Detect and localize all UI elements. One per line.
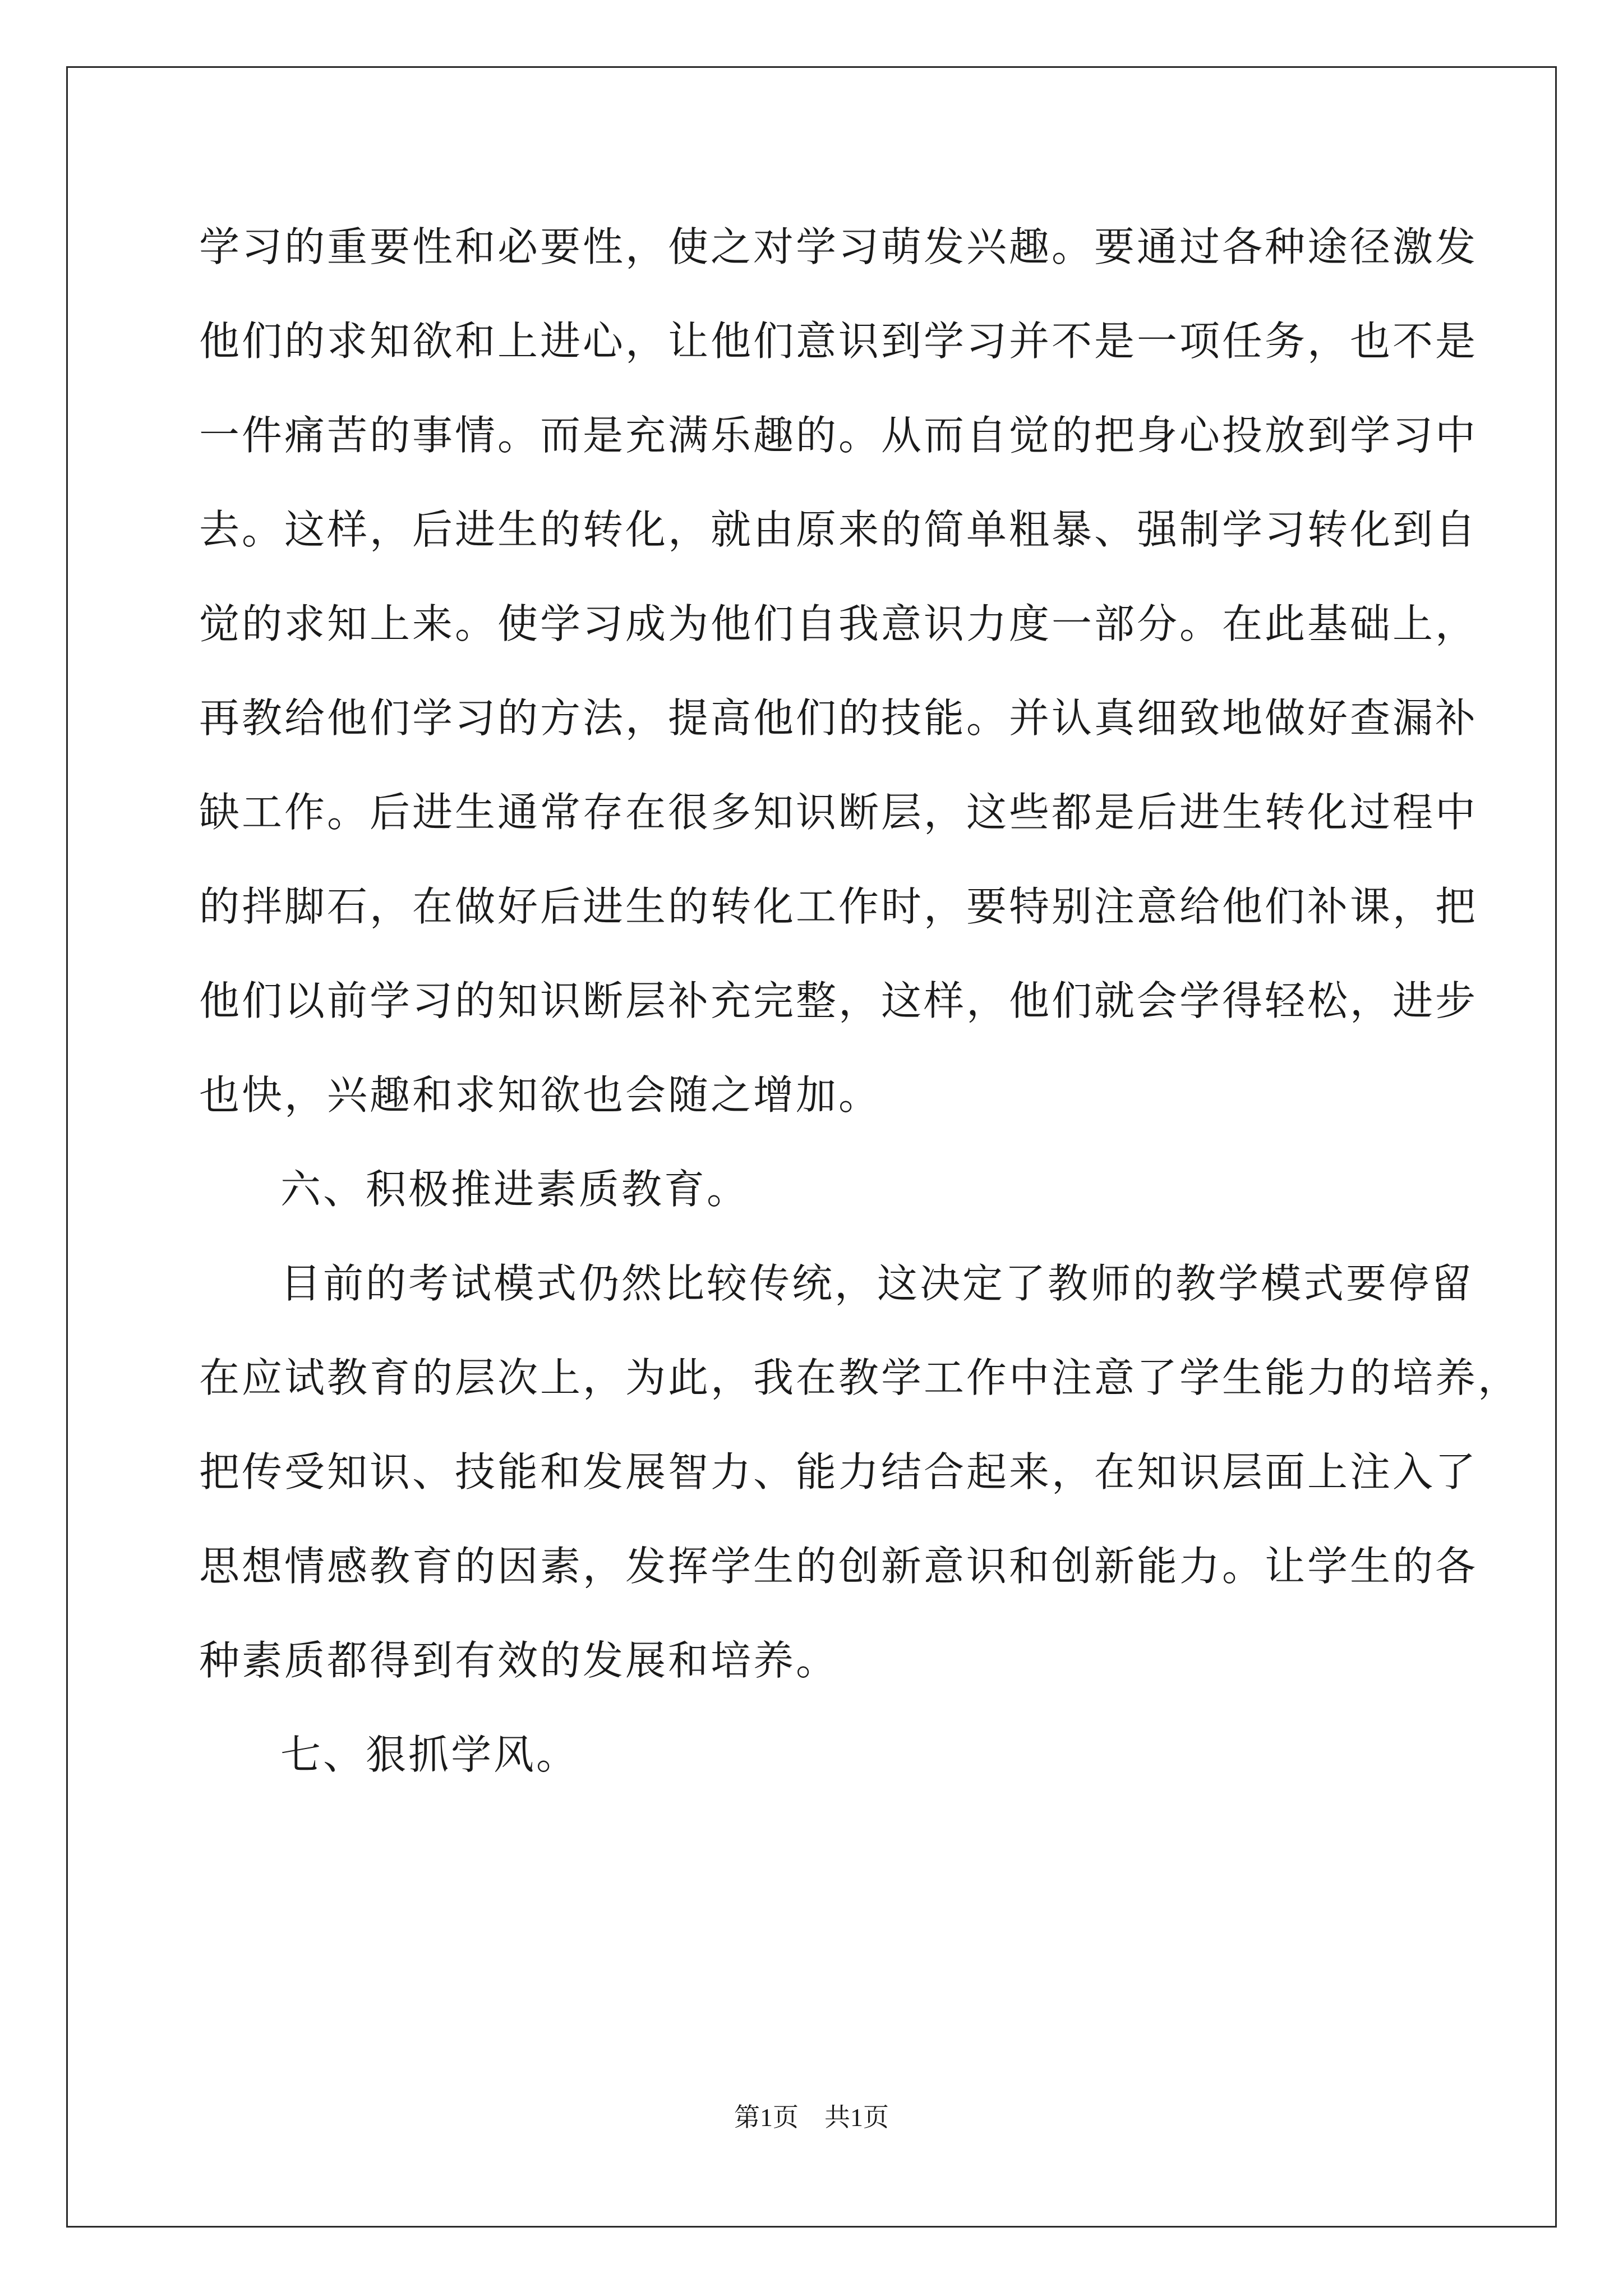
text-line: 思想情感教育的因素，发挥学生的创新意识和创新能力。让学生的各 xyxy=(199,1543,1478,1590)
text-line: 去。这样，后进生的转化，就由原来的简单粗暴、强制学习转化到自 xyxy=(199,506,1478,553)
section-heading: 六、积极推进素质教育。 xyxy=(280,1166,750,1213)
text-line: 他们以前学习的知识断层补充完整，这样，他们就会学得轻松，进步 xyxy=(199,977,1478,1024)
page-border xyxy=(66,66,1557,2228)
page-number-footer: 第1页 共1页 xyxy=(734,2103,889,2132)
text-line: 再教给他们学习的方法，提高他们的技能。并认真细致地做好查漏补 xyxy=(199,694,1478,742)
text-line: 种素质都得到有效的发展和培养。 xyxy=(199,1637,839,1684)
section-heading: 七、狠抓学风。 xyxy=(280,1731,579,1778)
text-line: 把传受知识、技能和发展智力、能力结合起来，在知识层面上注入了 xyxy=(199,1448,1478,1496)
text-line: 觉的求知上来。使学习成为他们自我意识力度一部分。在此基础上， xyxy=(199,600,1478,647)
text-line: 的拌脚石，在做好后进生的转化工作时，要特别注意给他们补课，把 xyxy=(199,883,1478,930)
text-line: 目前的考试模式仍然比较传统，这决定了教师的教学模式要停留 xyxy=(280,1260,1474,1307)
text-line: 学习的重要性和必要性，使之对学习萌发兴趣。要通过各种途径激发 xyxy=(199,223,1478,270)
text-line: 一件痛苦的事情。而是充满乐趣的。从而自觉的把身心投放到学习中 xyxy=(199,412,1478,459)
text-line: 也快，兴趣和求知欲也会随之增加。 xyxy=(199,1071,882,1119)
text-line: 他们的求知欲和上进心，让他们意识到学习并不是一项任务，也不是 xyxy=(199,318,1478,365)
text-line: 在应试教育的层次上，为此，我在教学工作中注意了学生能力的培养， xyxy=(199,1354,1521,1401)
text-line: 缺工作。后进生通常存在很多知识断层，这些都是后进生转化过程中 xyxy=(199,789,1478,836)
